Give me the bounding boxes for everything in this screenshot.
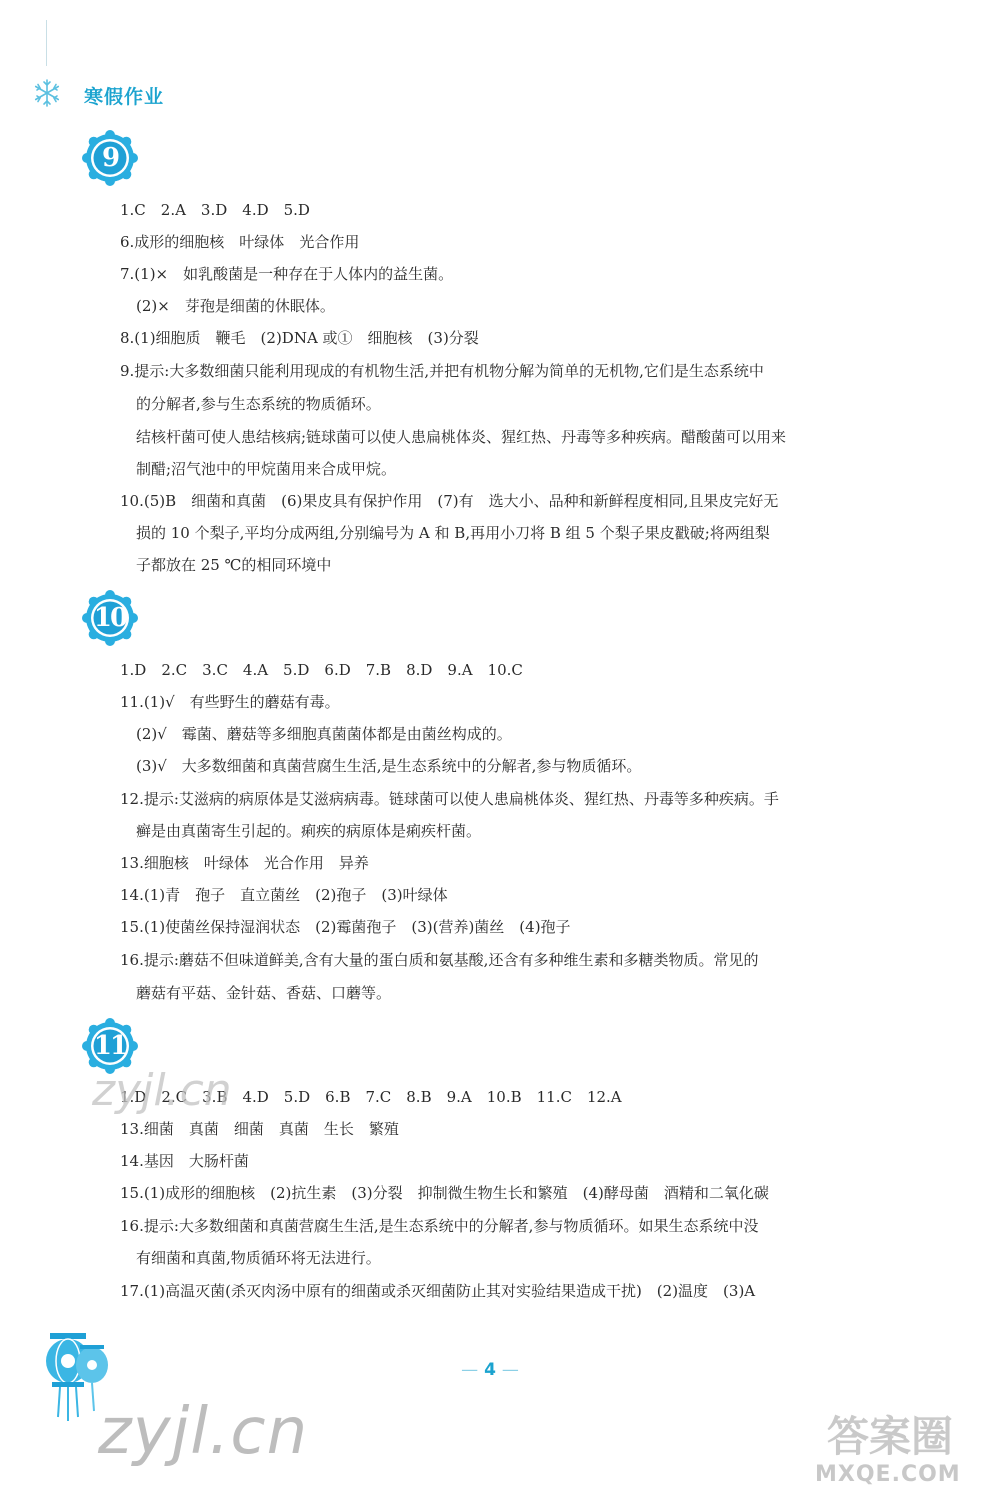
answer-line: (3)√ 大多数细菌和真菌营腐生生活,是生态系统中的分解者,参与物质循环。: [136, 757, 642, 775]
answer-line: 癣是由真菌寄生引起的。痢疾的病原体是痢疾杆菌。: [136, 822, 482, 840]
answer-line: 8.(1)细胞质 鞭毛 (2)DNA 或① 细胞核 (3)分裂: [120, 329, 479, 347]
answer-line: (2)× 芽孢是细菌的休眠体。: [136, 297, 335, 315]
answer-line: 1.D 2.C 3.C 4.A 5.D 6.D 7.B 8.D 9.A 10.C: [120, 661, 523, 679]
answer-line: 10.(5)B 细菌和真菌 (6)果皮具有保护作用 (7)有 选大小、品种和新鲜程度相同,且果皮完好无: [120, 492, 779, 510]
page-number: — 4 —: [461, 1360, 519, 1380]
page-number-value: 4: [484, 1360, 496, 1380]
answer-line: 损的 10 个梨子,平均分成两组,分别编号为 A 和 B,再用小刀将 B 组 5 个梨子果皮戳破;将两组梨: [136, 524, 770, 542]
answer-line: 14.基因 大肠杆菌: [120, 1152, 249, 1170]
answer-line: 的分解者,参与生态系统的物质循环。: [136, 395, 381, 413]
answer-line: 9.提示:大多数细菌只能利用现成的有机物生活,并把有机物分解为简单的无机物,它们是生态系统中: [120, 362, 764, 380]
answer-line: 有细菌和真菌,物质循环将无法进行。: [136, 1249, 381, 1267]
watermark-text: zyjl.cn: [98, 1395, 309, 1469]
section-number: 10: [93, 603, 127, 633]
answer-line: 15.(1)使菌丝保持湿润状态 (2)霉菌孢子 (3)(营养)菌丝 (4)孢子: [120, 918, 571, 936]
header-divider: [46, 20, 47, 66]
section-number: 11: [93, 1031, 127, 1061]
section-number: 9: [101, 143, 119, 173]
answer-line: 制醋;沼气池中的甲烷菌用来合成甲烷。: [136, 460, 397, 478]
watermark-site: MXQE.COM: [815, 1462, 961, 1487]
answer-line: (2)√ 霉菌、蘑菇等多细胞真菌菌体都是由菌丝构成的。: [136, 725, 512, 743]
answer-line: 15.(1)成形的细胞核 (2)抗生素 (3)分裂 抑制微生物生长和繁殖 (4)酵母菌 酒精和二氧化碳: [120, 1184, 769, 1202]
watermark-logo: [825, 1405, 975, 1465]
answer-line: 12.提示:艾滋病的病原体是艾滋病病毒。链球菌可以使人患扁桃体炎、猩红热、丹毒等多种疾病。手: [120, 790, 779, 808]
answer-line: 1.D 2.C 3.B 4.D 5.D 6.B 7.C 8.B 9.A 10.B 11.C 12.A: [120, 1088, 622, 1106]
answer-line: 16.提示:蘑菇不但味道鲜美,含有大量的蛋白质和氨基酸,还含有多种维生素和多糖类物质。常见的: [120, 951, 759, 969]
answer-line: 结核杆菌可使人患结核病;链球菌可以使人患扁桃体炎、猩红热、丹毒等多种疾病。醋酸菌可以用来: [136, 428, 787, 446]
header-title: 寒假作业: [84, 86, 165, 108]
section-badge-9: [82, 130, 138, 186]
answer-line: 13.细菌 真菌 细菌 真菌 生长 繁殖: [120, 1120, 399, 1138]
answer-line: 7.(1)× 如乳酸菌是一种存在于人体内的益生菌。: [120, 265, 454, 283]
answer-line: 17.(1)高温灭菌(杀灭肉汤中原有的细菌或杀灭细菌防止其对实验结果造成干扰) (2)温度 (3)A: [120, 1282, 756, 1300]
answer-line: 14.(1)青 孢子 直立菌丝 (2)孢子 (3)叶绿体: [120, 886, 448, 904]
answer-line: 11.(1)√ 有些野生的蘑菇有毒。: [120, 693, 340, 711]
answer-line: 1.C 2.A 3.D 4.D 5.D: [120, 201, 310, 219]
section-badge-10: [82, 590, 138, 646]
snowflake-icon: [32, 78, 62, 108]
svg-text:答案圈: 答案圈: [827, 1412, 954, 1461]
answer-line: 6.成形的细胞核 叶绿体 光合作用: [120, 233, 360, 251]
page-header: [28, 20, 328, 108]
answer-line: 16.提示:大多数细菌和真菌营腐生生活,是生态系统中的分解者,参与物质循环。如果生态系统中没: [120, 1217, 759, 1235]
watermark-text: zyjl.cn: [92, 1065, 232, 1116]
answer-line: 子都放在 25 ℃的相同环境中: [136, 556, 332, 574]
answer-line: 13.细胞核 叶绿体 光合作用 异养: [120, 854, 369, 872]
answer-line: 蘑菇有平菇、金针菇、香菇、口蘑等。: [136, 984, 392, 1002]
